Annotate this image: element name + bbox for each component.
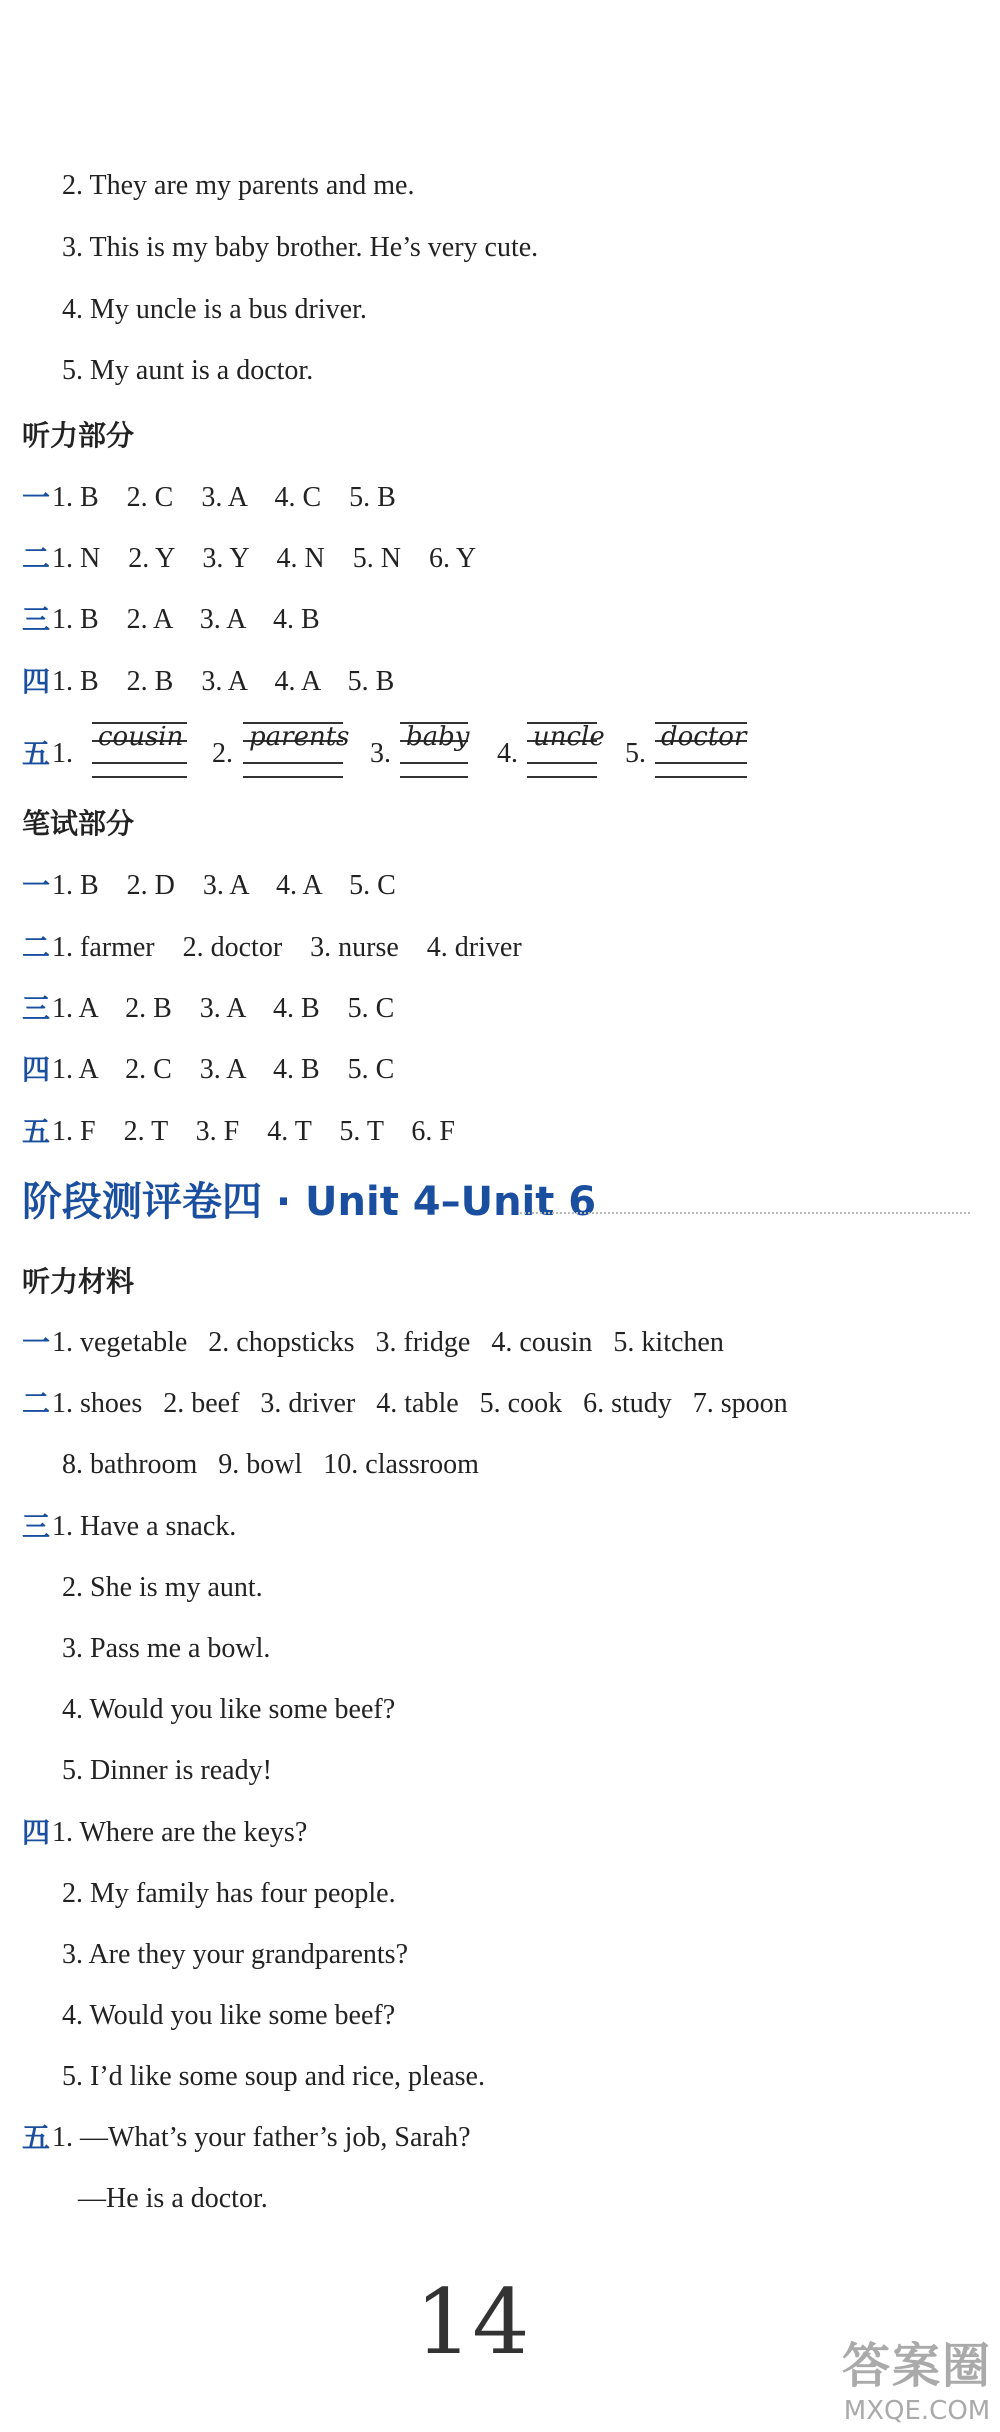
intro-line: 5. My aunt is a doctor. bbox=[62, 355, 314, 386]
sentence-line: 5. I’d like some soup and rice, please. bbox=[62, 2061, 485, 2092]
sentence-line: 1. Where are the keys? bbox=[52, 1817, 308, 1848]
question-number: 四 bbox=[22, 665, 51, 698]
writing-line bbox=[655, 718, 747, 778]
question-number: 二 bbox=[22, 542, 51, 575]
question-number: 一 bbox=[22, 869, 51, 902]
question-number: 五 bbox=[22, 737, 51, 770]
intro-line: 2. They are my parents and me. bbox=[62, 170, 415, 201]
question-number: 三 bbox=[22, 603, 51, 636]
handwritten-answer: doctor bbox=[661, 722, 747, 752]
item-label: 1. bbox=[52, 738, 73, 769]
sentence-line: 5. Dinner is ready! bbox=[62, 1755, 272, 1786]
answer-line: 1. F 2. T 3. F 4. T 5. T 6. F bbox=[52, 1116, 455, 1147]
sentence-line: 4. Would you like some beef? bbox=[62, 2000, 396, 2031]
question-number: 五 bbox=[22, 2121, 51, 2154]
sentence-line: 1. —What’s your father’s job, Sarah? bbox=[52, 2122, 471, 2153]
handwritten-answer: uncle bbox=[533, 722, 605, 752]
unit-title: 阶段测评卷四 · Unit 4–Unit 6 bbox=[22, 1179, 597, 1225]
section-header-material: 听力材料 bbox=[22, 1265, 135, 1298]
title-divider bbox=[520, 1212, 970, 1214]
question-number: 五 bbox=[22, 1115, 51, 1148]
intro-line: 3. This is my baby brother. He’s very cute. bbox=[62, 232, 539, 263]
answer-line: 1. B 2. C 3. A 4. C 5. B bbox=[52, 482, 396, 513]
writing-line bbox=[527, 718, 605, 778]
watermark-logo: 答案圈 bbox=[841, 2338, 992, 2394]
sentence-line: 1. Have a snack. bbox=[52, 1511, 237, 1542]
watermark-url: MXQE.COM bbox=[843, 2396, 991, 2426]
question-number: 三 bbox=[22, 1510, 51, 1543]
watermark bbox=[842, 2327, 992, 2426]
section-header-written: 笔试部分 bbox=[22, 807, 135, 840]
sentence-line: 4. Would you like some beef? bbox=[62, 1694, 396, 1725]
answer-line: 1. vegetable 2. chopsticks 3. fridge 4. cousin 5. kitchen bbox=[52, 1327, 724, 1358]
question-number: 二 bbox=[22, 1387, 51, 1420]
question-number: 二 bbox=[22, 931, 51, 964]
page-number: 14 bbox=[415, 2270, 530, 2375]
question-number: 四 bbox=[22, 1816, 51, 1849]
writing-line bbox=[92, 718, 187, 778]
handwritten-answer: baby bbox=[406, 722, 470, 752]
item-label: 5. bbox=[625, 738, 646, 769]
sentence-line: 3. Pass me a bowl. bbox=[62, 1633, 271, 1664]
section-header-listening: 听力部分 bbox=[22, 419, 135, 452]
sentence-line: 2. My family has four people. bbox=[62, 1878, 396, 1909]
sentence-line: 2. She is my aunt. bbox=[62, 1572, 263, 1603]
question-number: 四 bbox=[22, 1053, 51, 1086]
handwritten-answer: parents bbox=[249, 722, 350, 752]
writing-line bbox=[400, 718, 468, 778]
answer-line: 1. B 2. D 3. A 4. A 5. C bbox=[52, 870, 396, 901]
answer-line: 1. B 2. B 3. A 4. A 5. B bbox=[52, 666, 395, 697]
answer-line: 1. farmer 2. doctor 3. nurse 4. driver bbox=[52, 932, 522, 963]
item-label: 2. bbox=[212, 738, 233, 769]
answer-line: 1. B 2. A 3. A 4. B bbox=[52, 604, 320, 635]
question-number: 三 bbox=[22, 992, 51, 1025]
answer-line: 1. N 2. Y 3. Y 4. N 5. N 6. Y bbox=[52, 543, 477, 574]
sentence-line: —He is a doctor. bbox=[78, 2183, 268, 2214]
answer-line: 8. bathroom 9. bowl 10. classroom bbox=[62, 1449, 479, 1480]
handwritten-answer: cousin bbox=[98, 722, 184, 752]
sentence-line: 3. Are they your grandparents? bbox=[62, 1939, 408, 1970]
question-number: 一 bbox=[22, 481, 51, 514]
item-label: 4. bbox=[497, 738, 518, 769]
answer-line: 1. A 2. B 3. A 4. B 5. C bbox=[52, 993, 395, 1024]
question-number: 一 bbox=[22, 1326, 51, 1359]
answer-line: 1. shoes 2. beef 3. driver 4. table 5. cook 6. study 7. spoon bbox=[52, 1388, 788, 1419]
item-label: 3. bbox=[370, 738, 391, 769]
intro-line: 4. My uncle is a bus driver. bbox=[62, 294, 367, 325]
writing-line bbox=[243, 718, 350, 778]
answer-line: 1. A 2. C 3. A 4. B 5. C bbox=[52, 1054, 395, 1085]
